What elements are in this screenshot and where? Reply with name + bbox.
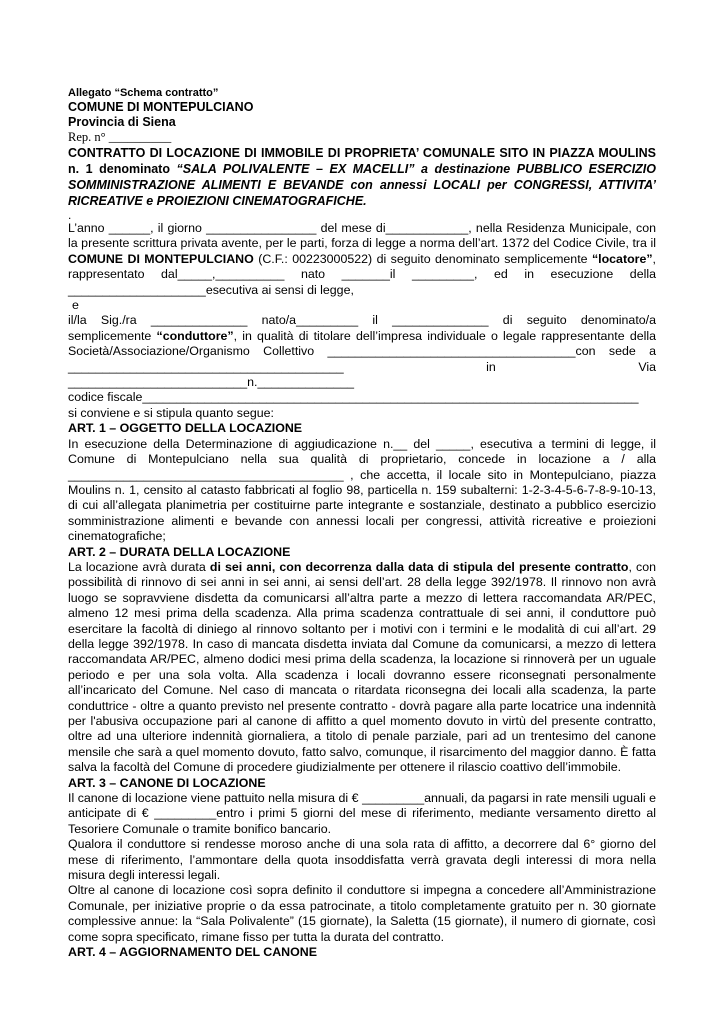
art2-heading: ART. 2 – DURATA DELLA LOCAZIONE — [68, 544, 291, 559]
document-page — [68, 82, 656, 961]
p2c: , in qualità di titolare dell’impresa individuale o legale rappresentante della Società/Associazione/Organismo Collettivo ____________________________________con sede a ________________________________________ in Via __________________________n.______________ — [68, 328, 656, 390]
separator-dot: . — [68, 208, 72, 222]
and-conjunction: e — [72, 298, 79, 313]
conduttore-paragraph — [68, 313, 656, 390]
comune-heading: COMUNE DI MONTEPULCIANO — [68, 100, 254, 114]
art3-heading: ART. 3 – CANONE DI LOCAZIONE — [68, 775, 266, 790]
art1-heading: ART. 1 – OGGETTO DELLA LOCAZIONE — [68, 421, 303, 436]
p1e: , rappresentato dal_____,__________ nato _______il _________, ed in esecuzione della ____________________esecutiva ai sensi di legge, — [68, 251, 656, 297]
art2-t3: , con possibilità di rinnovo di sei anni in sei anni, ai sensi dell’art. 28 della legge 392/1978. Il rinnovo non avrà luogo se sopravviene disdetta da comunicarsi all’altra parte a mezzo di lettera raccomandata AR/PEC, almeno 12 mesi prima della scadenza. Alla prima scadenza contrattuale di sei anni, il conduttore può esercitare la facoltà di diniego al rinnovo soltanto per i motivi con i termini e le modalità di cui all’art. 29 della legge 392/1978. In caso di mancata disdetta inviata dal Comune da comunicarsi, a mezzo di lettera raccomandata AR/PEC, almeno dodici mesi prima della scadenza, la locazione si rinnoverà per un uguale periodo e per una sola volta. Alla scadenza i locali dovranno essere riconsegnati personalmente all’incaricato del Comune. Nel caso di mancata o ritardata riconsegna dei locali alla scadenza, la parte conduttrice - oltre a quanto previsto nel presente contratto - dovrà pagare alla parte locatrice una indennità per l'abusiva occupazione pari al canone di affitto a quel momento dovuto in virtù del presente contratto, oltre ad una ulteriore indennità giornaliera, a titolo di penale parziale, pari ad un trentesimo del canone mensile che sarà a quel momento dovuto, fatto salvo, comunque, il risarcimento del maggior danno. È fatta salva la facoltà del Comune di procedere giudizialmente per ottenere il rilascio coattivo dell’immobile. — [68, 559, 656, 775]
p1d: “locatore” — [591, 251, 653, 266]
p2b: “conduttore” — [156, 328, 234, 343]
locatore-paragraph — [68, 221, 656, 298]
rep-number: Rep. n° __________ — [68, 130, 172, 144]
art3-paragraph-1: Il canone di locazione viene pattuito nella misura di € _________annuali, da pagarsi in rate mensili uguali e anticipate di € _________entro i primi 5 giorni del mese di riferimento, mediante versamento diretto al Tesoriere Comunale o tramite bonifico bancario. — [68, 791, 656, 836]
art2-text — [68, 560, 656, 776]
p1a: L’anno ______, il giorno ________________ del mese di____________, nella Residenza Municipale, con la presente scrittura privata avente, per le parti, forza di legge a norma dell’art. 1372 del Codice Civile, tra il — [68, 221, 656, 251]
art4-heading: ART. 4 – AGGIORNAMENTO DEL CANONE — [68, 945, 317, 960]
art3-paragraph-3: Oltre al canone di locazione così sopra definito il conduttore si impegna a concedere all’Amministrazione Comunale, per iniziative proprie o da essa patrocinate, a titolo completamente gratuito per n. 30 giornate complessive annue: la “Sala Polivalente” (15 giornate), la Saletta (15 giornate), il numero di giornate, così come sopra specificato, rimane fisso per tutta la durata del contratto. — [68, 883, 656, 944]
title-part2: “SALA POLIVALENTE – EX MACELLI” a destinazione PUBBLICO ESERCIZIO SOMMINISTRAZIONE ALIMENTI E BEVANDE con annessi LOCALI per CONGRESSI, ATTIVITA’ RICREATIVE e PROIEZIONI CINEMATOGRAFICHE. — [68, 162, 656, 208]
p1c: (C.F.: 00223000522) di seguito denominato semplicemente — [253, 251, 592, 266]
art1-text: In esecuzione della Determinazione di aggiudicazione n.__ del _____, esecutiva a termini di legge, il Comune di Montepulciano nella sua qualità di proprietario, concede in locazione a / alla ________________________________________ , che accetta, il locale sito in Montepulciano, piazza Moulins n. 1, censito al catasto fabbricati al foglio 98, particella n. 159 subalterni: 1-2-3-4-5-6-7-8-9-10-13, di cui all’allegata planimetria per costituirne parte integrante e sostanziale, destinato a pubblico esercizio somministrazione alimenti e bevande con annessi locali per congressi, attività ricreative e proiezioni cinematografiche; — [68, 436, 656, 544]
p2a: il/la Sig./ra ______________ nato/a_________ il ______________ di seguito denominato/a semplicemente — [68, 313, 656, 343]
title-part1: CONTRATTO DI LOCAZIONE DI IMMOBILE DI PROPRIETA’ COMUNALE SITO IN PIAZZA MOULINS n. 1 denominato — [68, 146, 656, 176]
codice-fiscale-line: codice fiscale________________________________________________________________________ — [68, 390, 639, 405]
allegato-label: Allegato “Schema contratto” — [68, 87, 219, 99]
art2-t1: La locazione avrà durata — [68, 559, 210, 574]
provincia-heading: Provincia di Siena — [68, 115, 176, 129]
art3-paragraph-2: Qualora il conduttore si rendesse moroso anche di una sola rata di affitto, a decorrere dal 6° giorno del mese di riferimento, l’ammontare della quota insoddisfatta verrà gravata degli interessi di mora nella misura degli interessi legali. — [68, 837, 656, 883]
p1b: COMUNE DI MONTEPULCIANO — [68, 251, 254, 266]
art2-t2: di sei anni, con decorrenza dalla data di stipula del presente contratto — [209, 559, 629, 574]
contract-title — [68, 145, 656, 209]
conviene-line: si conviene e si stipula quanto segue: — [68, 405, 274, 420]
